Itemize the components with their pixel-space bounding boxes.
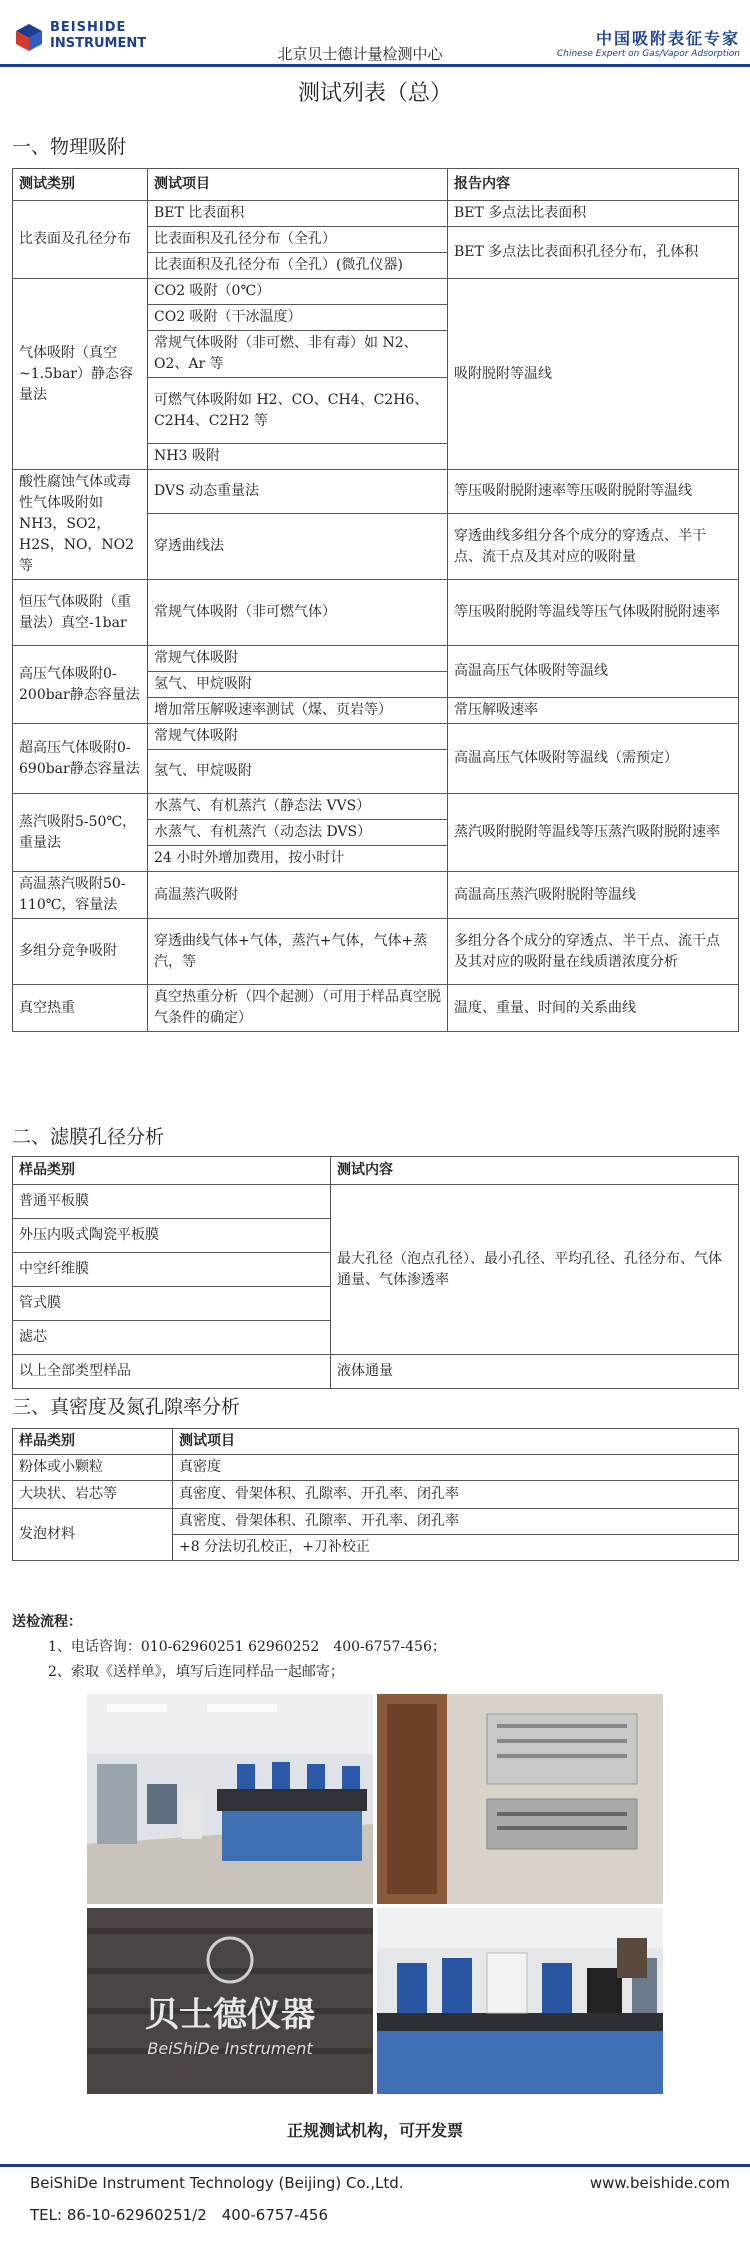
footer-company-name: BeiShiDe Instrument Technology (Beijing) Co.,Ltd. (30, 2174, 404, 2192)
sample-cell: 外压内吸式陶瓷平板膜 (13, 1219, 331, 1253)
item-cell: 比表面积及孔径分布（全孔）(微孔仪器) (148, 253, 448, 279)
item-cell: 常规气体吸附 (148, 724, 448, 750)
lab-photo-1 (87, 1694, 373, 1904)
category-cell: 高压气体吸附0-200bar静态容量法 (13, 646, 148, 724)
photo-caption: 正规测试机构，可开发票 (286, 2121, 463, 2140)
item-cell: +8 分法切孔校正，+刀补校正 (173, 1535, 739, 1561)
report-cell: 温度、重量、时间的关系曲线 (448, 985, 739, 1032)
item-cell: 氢气、甲烷吸附 (148, 672, 448, 698)
item-cell: 24 小时外增加费用，按小时计 (148, 846, 448, 872)
table-header: 测试类别 (13, 169, 148, 201)
report-cell: BET 多点法比表面积 (448, 201, 739, 227)
page-title: 测试列表（总） (297, 81, 452, 106)
physical-adsorption-table (12, 168, 739, 1032)
density-table (12, 1428, 739, 1561)
report-cell: BET 多点法比表面积孔径分布，孔体积 (448, 227, 739, 279)
item-cell: CO2 吸附（0℃） (148, 279, 448, 305)
table-header: 测试项目 (148, 169, 448, 201)
category-cell: 高温蒸汽吸附50-110℃，容量法 (13, 872, 148, 919)
report-cell: 常压解吸速率 (448, 698, 739, 724)
sample-cell: 普通平板膜 (13, 1185, 331, 1219)
logo-text-instrument: INSTRUMENT (50, 36, 147, 51)
lab-photo-3-sign (87, 1908, 373, 2094)
category-cell: 多组分竞争吸附 (13, 919, 148, 985)
membrane-table (12, 1156, 739, 1389)
item-cell: DVS 动态重量法 (148, 470, 448, 514)
footer-website-link[interactable]: www.beishide.com (589, 2174, 730, 2192)
item-cell: CO2 吸附（干冰温度） (148, 305, 448, 331)
item-cell: 真密度、骨架体积、孔隙率、开孔率、闭孔率 (173, 1509, 739, 1535)
table-header: 样品类别 (13, 1429, 173, 1455)
item-cell: 穿透曲线气体+气体，蒸汽+气体，气体+蒸汽，等 (148, 919, 448, 985)
section-title-density: 三、真密度及氮孔隙率分析 (12, 1396, 241, 1418)
procedure-step-2: 2、索取《送样单》，填写后连同样品一起邮寄； (48, 1664, 344, 1680)
report-cell: 穿透曲线多组分各个成分的穿透点、半干点、流干点及其对应的吸附量 (448, 514, 739, 580)
table-header: 样品类别 (13, 1157, 331, 1185)
lab-photo-2 (377, 1694, 663, 1904)
category-cell: 超高压气体吸附0-690bar静态容量法 (13, 724, 148, 794)
item-cell: 增加常压解吸速率测试（煤、页岩等） (148, 698, 448, 724)
center-title: 北京贝士德计量检测中心 (277, 45, 443, 63)
content-cell: 液体通量 (331, 1355, 739, 1389)
category-cell: 比表面及孔径分布 (13, 201, 148, 279)
procedure-step-1: 1、电话咨询：010-62960251 62960252 400-6757-456； (48, 1639, 446, 1655)
category-cell: 酸性腐蚀气体或毒性气体吸附如 NH3，SO2，H2S，NO，NO2 等 (13, 470, 148, 580)
submission-procedure (12, 1610, 446, 1685)
section-title-physical-adsorption: 一、物理吸附 (12, 136, 127, 158)
category-cell: 蒸汽吸附5-50℃，重量法 (13, 794, 148, 872)
category-cell: 真空热重 (13, 985, 148, 1032)
item-cell: 常规气体吸附（非可燃气体） (148, 580, 448, 646)
item-cell: 可燃气体吸附如 H2、CO、CH4、C2H6、C2H4、C2H2 等 (148, 378, 448, 444)
header-divider (0, 64, 750, 67)
item-cell: 真空热重分析（四个起测）（可用于样品真空脱气条件的确定） (148, 985, 448, 1032)
lab-photo-4 (377, 1908, 663, 2094)
slogan-en: Chinese Expert on Gas/Vapor Adsorption (556, 49, 740, 59)
item-cell: 常规气体吸附 (148, 646, 448, 672)
report-cell: 蒸汽吸附脱附等温线等压蒸汽吸附脱附速率 (448, 794, 739, 872)
report-cell: 等压吸附脱附等温线等压气体吸附脱附速率 (448, 580, 739, 646)
sign-chinese-text: 贝士德仪器 (145, 1995, 315, 2035)
item-cell: 比表面积及孔径分布（全孔） (148, 227, 448, 253)
item-cell: 氢气、甲烷吸附 (148, 750, 448, 794)
item-cell: 水蒸气、有机蒸汽（静态法 VVS） (148, 794, 448, 820)
page-header (0, 0, 750, 66)
slogan-logo (557, 26, 740, 59)
sample-cell: 以上全部类型样品 (13, 1355, 331, 1389)
sample-cell: 中空纤维膜 (13, 1253, 331, 1287)
company-logo (14, 20, 174, 60)
category-cell: 恒压气体吸附（重量法）真空-1bar (13, 580, 148, 646)
footer-telephone: TEL: 86-10-62960251/2 400-6757-456 (30, 2206, 329, 2224)
item-cell: 常规气体吸附（非可燃、非有毒）如 N2、O2、Ar 等 (148, 331, 448, 378)
report-cell: 等压吸附脱附速率等压吸附脱附等温线 (448, 470, 739, 514)
report-cell: 高温高压气体吸附等温线（需预定） (448, 724, 739, 794)
slogan-cn: 中国吸附表征专家 (595, 29, 740, 48)
logo-text-beishide: BEISHIDE (50, 20, 127, 35)
item-cell: 穿透曲线法 (148, 514, 448, 580)
lab-photo-collage (87, 1694, 663, 2094)
sample-cell: 粉体或小颗粒 (13, 1455, 173, 1481)
table-header: 测试项目 (173, 1429, 739, 1455)
sample-cell: 大块状、岩芯等 (13, 1481, 173, 1509)
report-cell: 吸附脱附等温线 (448, 279, 739, 470)
sample-cell: 滤芯 (13, 1321, 331, 1355)
footer-divider (0, 2164, 750, 2167)
logo-cube-icon (14, 22, 44, 52)
item-cell: NH3 吸附 (148, 444, 448, 470)
sign-english-text: BeiShiDe Instrument (147, 2039, 313, 2058)
item-cell: 真密度 (173, 1455, 739, 1481)
procedure-title: 送检流程： (12, 1614, 82, 1630)
item-cell: 真密度、骨架体积、孔隙率、开孔率、闭孔率 (173, 1481, 739, 1509)
report-cell: 多组分各个成分的穿透点、半干点、流干点及其对应的吸附量在线质谱浓度分析 (448, 919, 739, 985)
content-cell: 最大孔径（泡点孔径）、最小孔径、平均孔径、孔径分布、气体通量、气体渗透率 (331, 1185, 739, 1355)
report-cell: 高温高压气体吸附等温线 (448, 646, 739, 698)
item-cell: 高温蒸汽吸附 (148, 872, 448, 919)
table-header: 测试内容 (331, 1157, 739, 1185)
item-cell: BET 比表面积 (148, 201, 448, 227)
category-cell: 气体吸附（真空~1.5bar）静态容量法 (13, 279, 148, 470)
sample-cell: 管式膜 (13, 1287, 331, 1321)
section-title-membrane: 二、滤膜孔径分析 (12, 1126, 165, 1148)
sample-cell: 发泡材料 (13, 1509, 173, 1561)
table-header: 报告内容 (448, 169, 739, 201)
item-cell: 水蒸气、有机蒸汽（动态法 DVS） (148, 820, 448, 846)
report-cell: 高温高压蒸汽吸附脱附等温线 (448, 872, 739, 919)
